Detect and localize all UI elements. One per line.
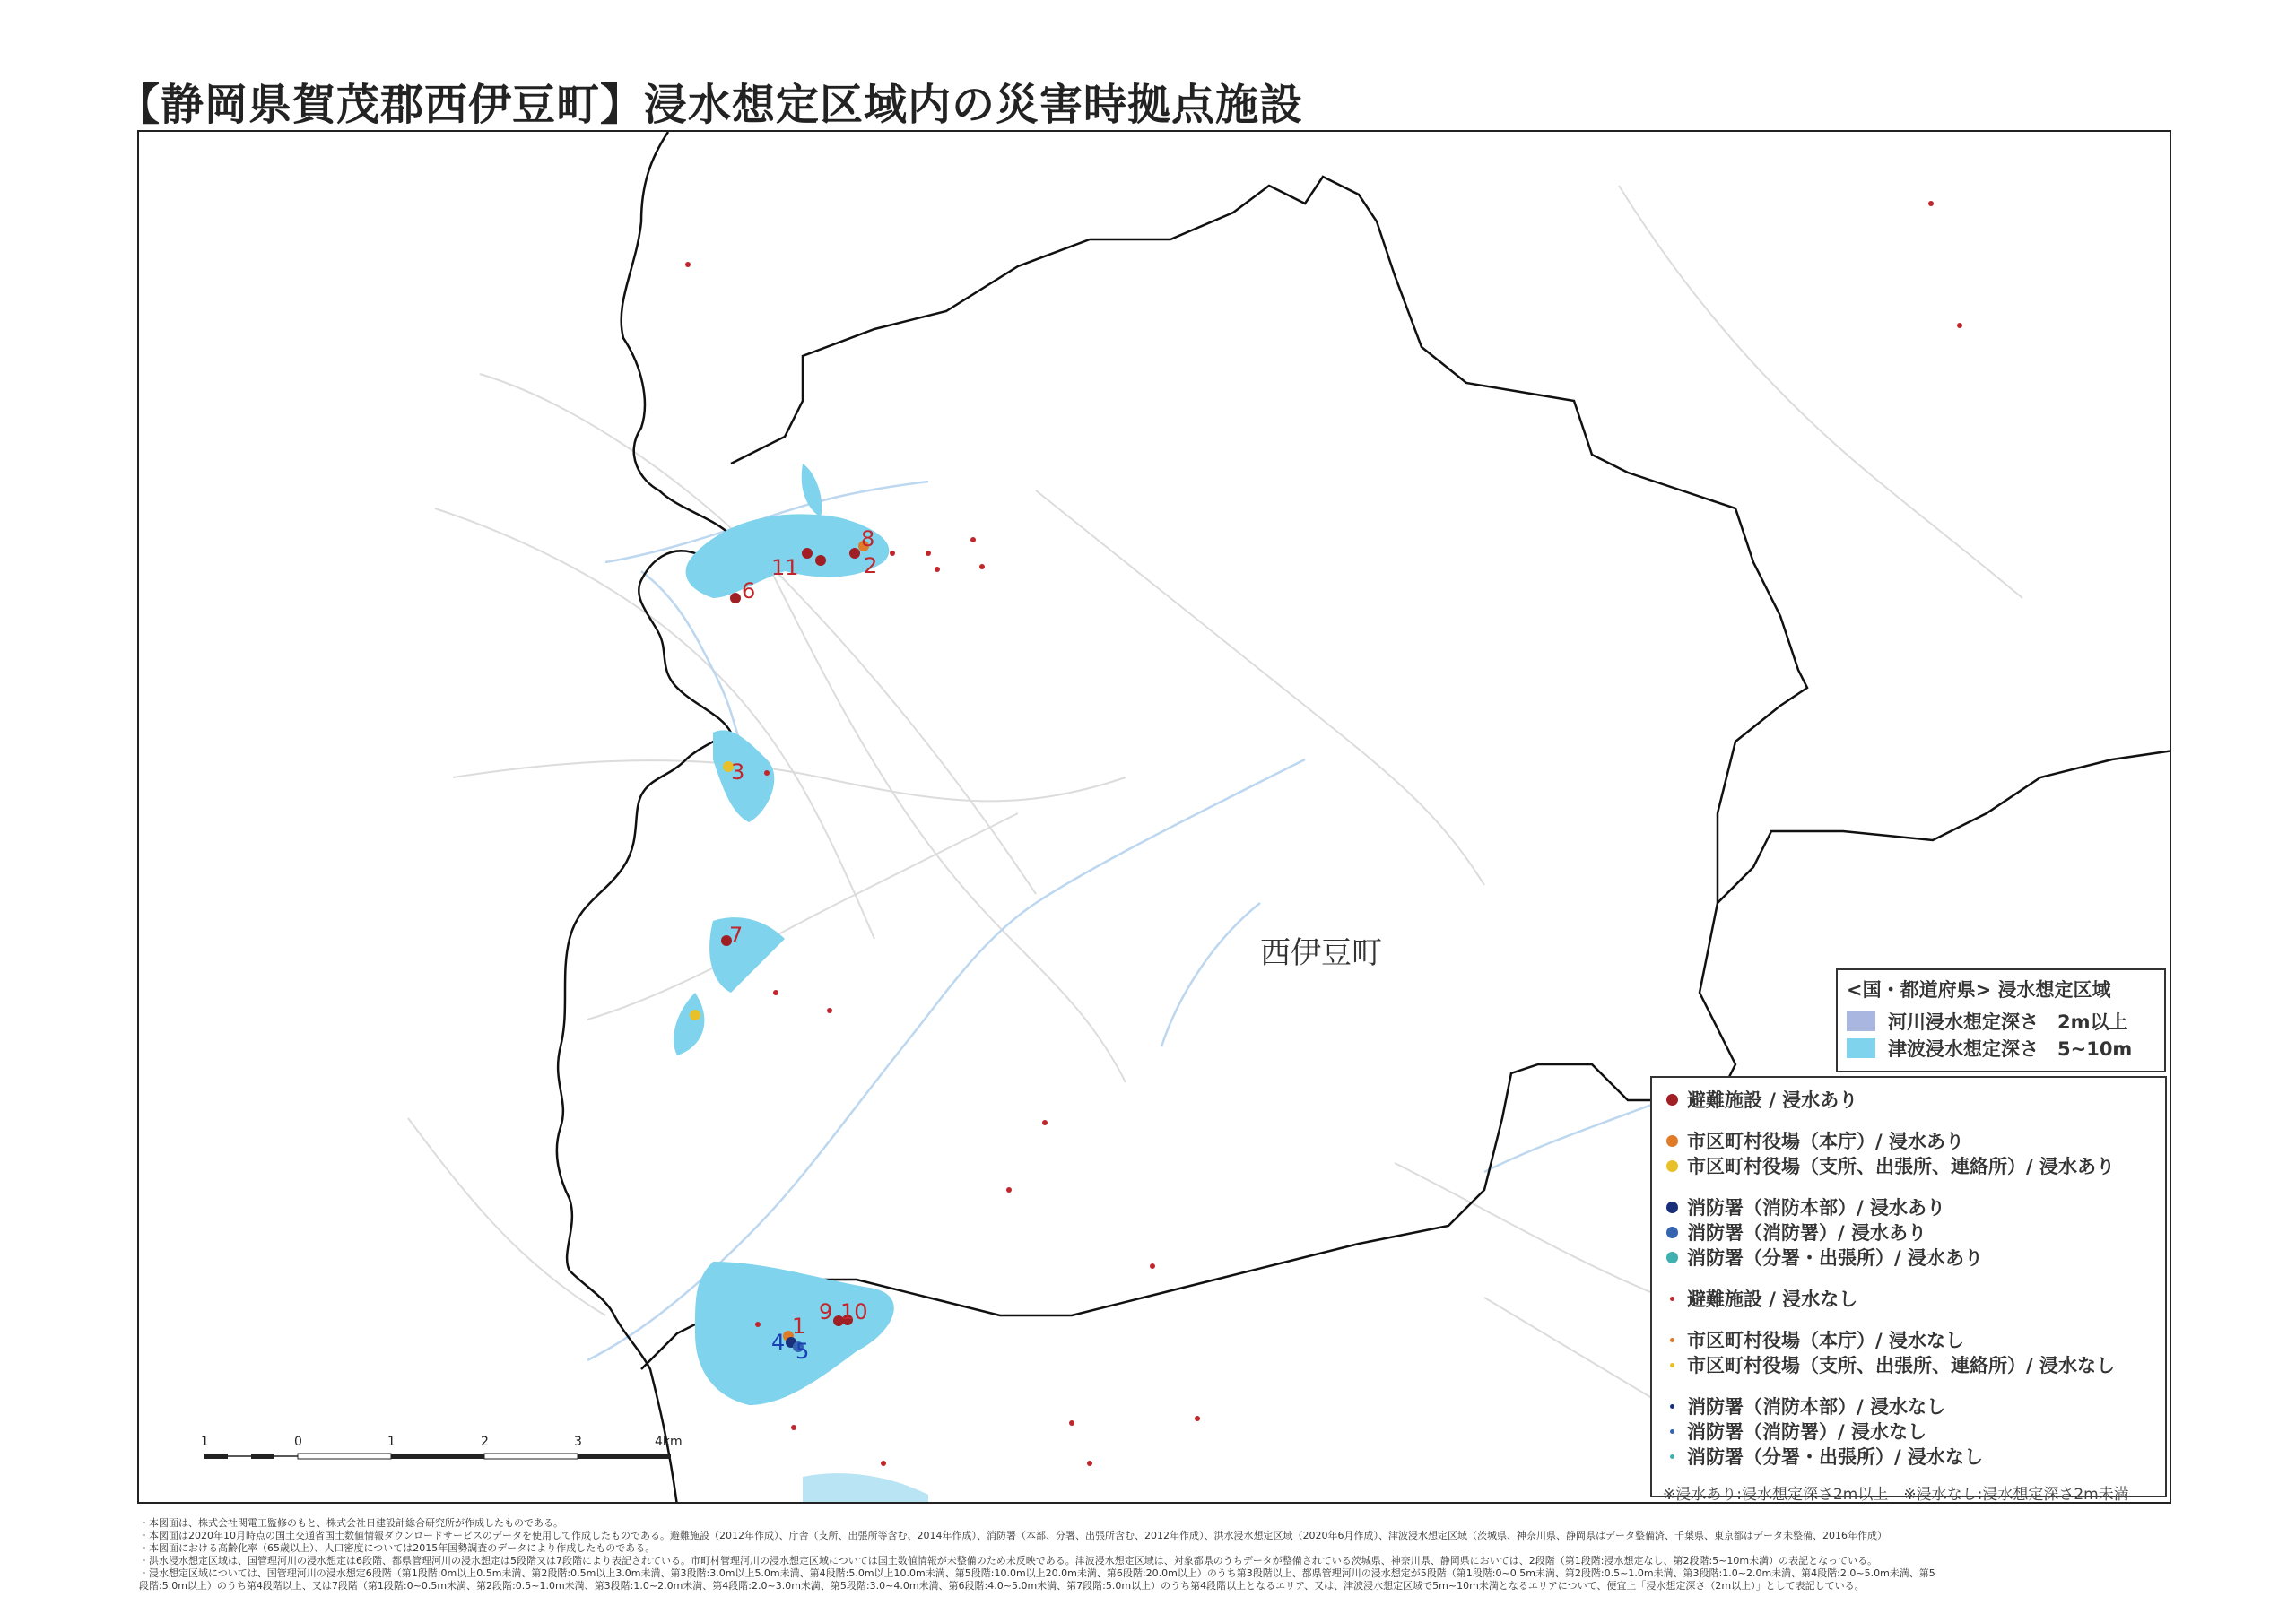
facility-label-4: 4 xyxy=(771,1330,786,1355)
footer-note-2: ・本図面は2020年10月時点の国土交通省国土数値情報ダウンロードサービスのデータを使用して作成したものである。避難施設（2012年作成）、庁舎（支所、出張所等含む、2014年作成）、消防署（本部、分署、出張所含む、2012年作成）、洪水浸水想定区域（2020年6月作成）、津波浸水想定区域（茨城県、神奈川県、静岡県はデータ整備済、千葉県、東京都はデータ未整備、2016年作成） xyxy=(139,1530,1887,1541)
inundation-legend-header: <国・都道府県> 浸水想定区域 xyxy=(1847,979,2111,1001)
tsunami-depth-label: 津波浸水想定深さ 5~10m xyxy=(1888,1038,2133,1060)
facility-label-9: 9 xyxy=(819,1299,833,1324)
river-depth-label: 河川浸水想定深さ 2m以上 xyxy=(1888,1011,2128,1033)
footer-note-3: ・本図面における高齢化率（65歳以上）、人口密度については2015年国勢調査のデータにより作成したものである。 xyxy=(139,1542,656,1554)
legend-fire-branch-flooded xyxy=(1663,1245,2154,1270)
fire-station-flooded-label: 消防署（消防署）/ 浸水あり xyxy=(1687,1222,1926,1244)
cityhall-not-flooded-label: 市区町村役場（本庁）/ 浸水なし xyxy=(1687,1330,1964,1351)
scale-label-4km: 4km xyxy=(655,1435,683,1449)
scale-label-2: 2 xyxy=(481,1435,489,1449)
facility-legend xyxy=(1650,1076,2167,1504)
branch-flooded-label: 市区町村役場（支所、出張所、連絡所）/ 浸水あり xyxy=(1687,1156,2115,1177)
river-depth-swatch xyxy=(1847,1011,1875,1031)
facility-label-3: 3 xyxy=(731,759,745,785)
prefecture-boundary xyxy=(1718,751,2171,903)
fire-branch-flooded-label: 消防署（分署・出張所）/ 浸水あり xyxy=(1687,1247,1983,1269)
legend-row-river xyxy=(1847,1008,2155,1035)
cityhall-not-flooded-marker-icon xyxy=(1670,1338,1674,1342)
fire-hq-flooded-marker-icon xyxy=(1666,1202,1678,1213)
scale-label-left: 1 xyxy=(201,1435,209,1449)
legend-fire-hq-flooded xyxy=(1663,1194,2154,1219)
legend-note: ※浸水あり:浸水想定深さ2m以上 ※浸水なし:浸水想定深さ2m未満 xyxy=(1663,1486,2129,1504)
legend-cityhall-not-flooded xyxy=(1663,1327,2154,1352)
scale-bar xyxy=(201,1435,683,1471)
facility-label-5: 5 xyxy=(796,1339,810,1364)
legend-fire-station-not-flooded xyxy=(1663,1419,2154,1444)
legend-fire-station-flooded xyxy=(1663,1219,2154,1245)
cityhall-flooded-label: 市区町村役場（本庁）/ 浸水あり xyxy=(1687,1131,1964,1152)
branch-not-flooded-label: 市区町村役場（支所、出張所、連絡所）/ 浸水なし xyxy=(1687,1355,2115,1376)
footer-note-1: ・本図面は、株式会社関電工監修のもと、株式会社日建設計総合研究所が作成したものである。 xyxy=(139,1517,563,1529)
legend-branch-flooded xyxy=(1663,1153,2154,1178)
footer-note-6: 段階:5.0m以上）のうち第4段階以上、又は7段階（第1段階:0~0.5m未満、第2段階:0.5~1.0m未満、第3段階:1.0~2.0m未満、第4段階:2.0~3.0m未満、第5段階:3.0~4.0m未満、第6段階:4.0~5.0m未満、第7段階:5.0m以上）のうち第4段階以上となるエリア、又は、津波浸水想定区域で5m~10m未満となるエリアについて、便宜上「浸水想定深さ（2m以上）」として表記している。 xyxy=(139,1580,1865,1592)
town-boundary xyxy=(641,177,1807,1369)
footer-note-4: ・洪水浸水想定区域は、国管理河川の浸水想定は6段階、都県管理河川の浸水想定は5段階又は7段階により表記されている。市町村管理河川の浸水想定区域については国土数値情報が未整備のため未反映である。津波浸水想定区域は、対象都県のうちデータが整備されている茨城県、神奈川県、静岡県においては、2段階（第1段階:浸水想定なし、第2段階:5~10m未満）の表記となっている。 xyxy=(139,1555,1878,1567)
evac-not-flooded-marker-icon xyxy=(1670,1297,1674,1301)
evac-not-flooded-label: 避難施設 / 浸水なし xyxy=(1687,1289,1858,1310)
fire-branch-not-flooded-marker-icon xyxy=(1670,1454,1674,1459)
facility-label-8: 8 xyxy=(861,526,875,551)
facility-label-2: 2 xyxy=(864,553,878,578)
facility-label-6: 6 xyxy=(742,578,756,603)
fire-station-not-flooded-marker-icon xyxy=(1670,1429,1674,1434)
branch-flooded-marker-icon xyxy=(1666,1160,1678,1172)
facility-label-7: 7 xyxy=(729,923,744,948)
fire-branch-not-flooded-label: 消防署（分署・出張所）/ 浸水なし xyxy=(1687,1446,1983,1468)
fire-branch-flooded-marker-icon xyxy=(1666,1252,1678,1263)
inundation-legend xyxy=(1836,968,2166,1072)
facility-label-1: 1 xyxy=(792,1314,806,1339)
legend-cityhall-flooded xyxy=(1663,1128,2154,1153)
town-label: 西伊豆町 xyxy=(1260,935,1382,971)
legend-fire-branch-not-flooded xyxy=(1663,1444,2154,1469)
fire-hq-flooded-label: 消防署（消防本部）/ 浸水あり xyxy=(1687,1197,1945,1219)
evac-flooded-marker-icon xyxy=(1666,1094,1678,1106)
footer-note-5: ・浸水想定区域については、国管理河川の浸水想定6段階（第1段階:0m以上0.5m未満、第2段階:0.5m以上3.0m未満、第3段階:3.0m以上5.0m未満、第4段階:5.0m以上10.0m未満、第5段階:10.0m以上20.0m未満、第6段階:20.0m以上）のうち第3段階以上、都県管理河川の浸水想定が5段階（第1段階:0~0.5m未満、第2段階:0.5~1.0m未満、第3段階:1.0~2.0m未満、第4段階:2.0~5.0m未満、第5 xyxy=(139,1567,1935,1579)
map-title: 【静岡県賀茂郡西伊豆町】浸水想定区域内の災害時拠点施設 xyxy=(117,80,1304,130)
fire-hq-not-flooded-label: 消防署（消防本部）/ 浸水なし xyxy=(1687,1396,1945,1418)
facility-label-10: 10 xyxy=(840,1299,868,1324)
legend-evac-flooded xyxy=(1663,1087,2154,1112)
scale-label-3: 3 xyxy=(574,1435,582,1449)
scale-bar-graphic xyxy=(204,1435,689,1471)
legend-fire-hq-not-flooded xyxy=(1663,1393,2154,1419)
facility-label-11: 11 xyxy=(771,555,799,580)
fire-station-not-flooded-label: 消防署（消防署）/ 浸水なし xyxy=(1687,1421,1926,1443)
evac-flooded-label: 避難施設 / 浸水あり xyxy=(1687,1089,1858,1111)
branch-not-flooded-marker-icon xyxy=(1670,1363,1674,1367)
legend-evac-not-flooded xyxy=(1663,1286,2154,1311)
legend-row-tsunami xyxy=(1847,1035,2155,1062)
legend-branch-not-flooded xyxy=(1663,1352,2154,1377)
cityhall-flooded-marker-icon xyxy=(1666,1135,1678,1147)
scale-label-zero: 0 xyxy=(294,1435,302,1449)
tsunami-depth-swatch xyxy=(1847,1038,1875,1058)
scale-label-1: 1 xyxy=(387,1435,396,1449)
fire-station-flooded-marker-icon xyxy=(1666,1227,1678,1238)
fire-hq-not-flooded-marker-icon xyxy=(1670,1404,1674,1409)
footer-notes xyxy=(139,1517,2166,1593)
